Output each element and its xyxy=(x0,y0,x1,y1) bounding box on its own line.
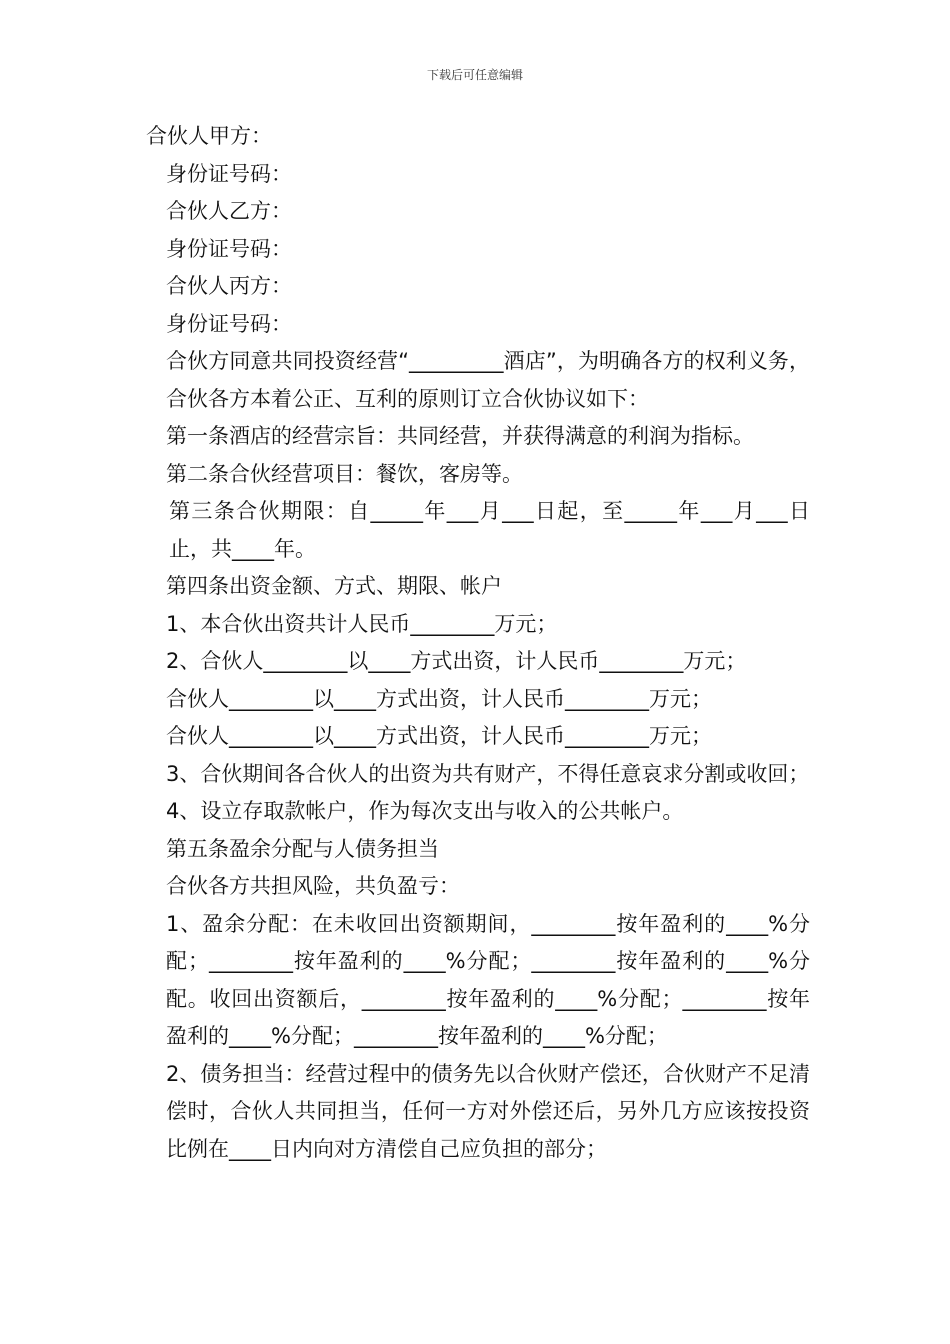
article-4-item-2c: 合伙人________以____方式出资，计人民币________万元； xyxy=(166,724,712,748)
article-5-item-1: 1、盈余分配：在未收回出资额期间，________按年盈利的____%分配；________按年盈利的____%分配；________按年盈利的____%分配。收回出资额后，________按年盈利的____%分配；________按年盈利的____%分配；________按年盈利的____%分配； xyxy=(166,911,810,1048)
intro-paragraph: 合伙方同意共同投资经营“_________酒店”，为明确各方的权利义务，合伙各方本着公正、互利的原则订立合伙协议如下： xyxy=(166,349,810,411)
article-4-item-1: 1、本合伙出资共计人民币________万元； xyxy=(166,611,558,636)
id-number-line-b: 身份证号码： xyxy=(166,236,292,261)
page-header: 下载后可任意编辑 xyxy=(426,68,523,82)
article-1: 第一条酒店的经营宗旨：共同经营，并获得满意的利润为指标。 xyxy=(166,424,754,448)
partner-a-line: 合伙人甲方： xyxy=(146,124,272,148)
id-number-line-a: 身份证号码： xyxy=(166,161,292,186)
document-body xyxy=(146,118,810,1168)
article-4-item-2b: 合伙人________以____方式出资，计人民币________万元； xyxy=(166,686,712,711)
article-5-heading: 第五条盈余分配与人债务担当 xyxy=(166,836,439,861)
article-5-item-2: 2、债务担当：经营过程中的债务先以合伙财产偿还，合伙财产不足清偿时，合伙人共同担当，任何一方对外偿还后，另外几方应该按投资比例在____日内向对方清偿自己应负担的部分； xyxy=(166,1061,810,1161)
article-4-item-3: 3、合伙期间各合伙人的出资为共有财产，不得任意哀求分割或收回； xyxy=(166,761,810,786)
article-4-item-4: 4、设立存取款帐户，作为每次支出与收入的公共帐户。 xyxy=(166,799,684,823)
partner-b-line: 合伙人乙方： xyxy=(166,199,292,223)
article-5-intro: 合伙各方共担风险，共负盈亏： xyxy=(166,874,460,898)
article-3: 第三条合伙期限：自_____年___月___日起，至_____年___月___日止，共____年。 xyxy=(169,499,810,561)
article-2: 第二条合伙经营项目：餐饮，客房等。 xyxy=(166,461,523,486)
id-number-line-c: 身份证号码： xyxy=(166,311,292,336)
article-4-item-2: 2、合伙人________以____方式出资，计人民币________万元； xyxy=(166,649,747,673)
article-4-heading: 第四条出资金额、方式、期限、帐户 xyxy=(166,574,502,598)
partner-c-line: 合伙人丙方： xyxy=(166,274,292,298)
